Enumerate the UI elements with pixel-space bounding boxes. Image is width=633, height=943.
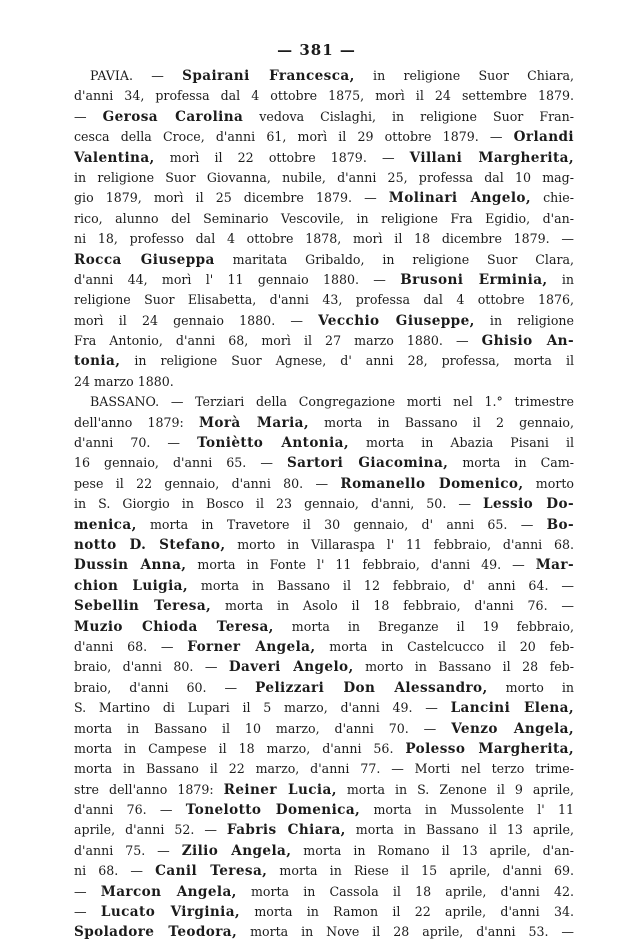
person-name: Toniètto Antonia, (197, 435, 349, 452)
text-segment: morta in Bassano il 2 gennaio, (309, 414, 574, 430)
text-line (74, 637, 574, 657)
text-segment: d'anni 34, professa dal 4 ottobre 1875, morì il 24 settembre 1879. (74, 88, 574, 104)
text-segment: maritata Gribaldo, in religione Suor Clara, (214, 251, 574, 267)
text-segment: morta in Bassano il 13 aprile, (345, 822, 574, 838)
text-segment: ni 18, professo dal 4 ottobre 1878, morì il 18 dicembre 1879. — (74, 231, 574, 247)
text-segment: pese il 22 gennaio, d'anni 80. — (74, 475, 341, 491)
person-name: Daveri Angelo, (228, 659, 354, 676)
page-number: — 381 — (277, 41, 356, 59)
text-segment: 24 marzo 1880. (74, 373, 174, 389)
person-name: Reiner Lucia, (223, 781, 337, 798)
person-name: Sartori Giacomina, (286, 455, 449, 472)
text-segment: rico, alunno del Seminario Vescovile, in religione Fra Egidio, d'an- (74, 210, 574, 226)
text-segment: morta in Breganze il 19 febbraio, (273, 618, 574, 634)
text-line (74, 515, 574, 535)
text-line (74, 66, 574, 86)
person-name: Spoladore Teodora, (74, 924, 238, 941)
text-segment: morta in Mussolente l' 11 (360, 802, 574, 818)
person-name: Brusoni Erminia, (400, 271, 548, 288)
text-segment: BASSANO. — Terziari della Congregazione morti nel 1.° trimestre (90, 394, 574, 410)
text-line (74, 311, 574, 331)
text-segment: 16 gennaio, d'anni 65. — (74, 455, 287, 471)
text-segment: ni 68. — (74, 863, 156, 879)
person-name: Forner Angela, (187, 638, 316, 655)
text-line (74, 351, 574, 371)
text-segment: cesca della Croce, d'anni 61, morì il 29 ottobre 1879. — (74, 129, 514, 145)
person-name: Venzo Angela, (451, 720, 574, 737)
text-segment: gio 1879, morì il 25 dicembre 1879. — (74, 190, 389, 206)
text-line (74, 555, 574, 575)
text-segment: — (74, 108, 103, 124)
person-name: Rocca Giuseppa (74, 251, 215, 268)
person-name: chion Luigia, (74, 577, 188, 594)
person-name: Spairani Francesca, (182, 68, 355, 84)
text-segment: morta in Travetore il 30 gennaio, d' anni 65. — (136, 516, 547, 532)
text-segment: morta in Bassano il 12 febbraio, d' anni 64. — (187, 577, 574, 593)
person-name: Fabris Chiara, (226, 822, 346, 839)
text-segment: chie- (531, 190, 575, 206)
person-name: Orlandi (513, 129, 574, 146)
person-name: Pelizzari Don Alessandro, (255, 679, 488, 696)
text-line (74, 168, 574, 188)
text-segment: morto in (487, 679, 574, 695)
text-line (74, 719, 574, 739)
text-segment: morta in Bassano il 10 marzo, d'anni 70. — (74, 720, 452, 736)
text-segment: morì il 24 gennaio 1880. — (74, 312, 319, 328)
text-segment: morta in Nove il 28 aprile, d'anni 53. — (237, 924, 574, 940)
text-segment: morta in Riese il 15 aprile, d'anni 69. (267, 863, 574, 879)
text-segment: braio, d'anni 80. — (74, 659, 229, 675)
text-segment: morta in Romano il 13 aprile, d'an- (291, 842, 574, 858)
text-segment: morta in Campese il 18 marzo, d'anni 56. (74, 740, 406, 756)
person-name: Lancini Elena, (450, 700, 574, 717)
person-name: Villani Margherita, (409, 149, 574, 166)
text-line (74, 698, 574, 718)
text-segment: d'anni 70. — (74, 435, 198, 451)
text-segment: PAVIA. — (90, 68, 183, 83)
text-segment: in S. Giorgio in Bosco il 23 gennaio, d'anni, 50. — (74, 496, 483, 512)
text-segment: morta in Castelcucco il 20 feb- (315, 638, 574, 654)
text-segment: morta in Asolo il 18 febbraio, d'anni 76. — (211, 598, 574, 614)
text-segment: morì il 22 ottobre 1879. — (154, 149, 410, 165)
text-line (74, 474, 574, 494)
text-segment: S. Martino di Lupari il 5 marzo, d'anni 49. — (74, 700, 451, 716)
text-line (74, 657, 574, 677)
text-line (74, 841, 574, 861)
person-name: Valentina, (74, 149, 155, 166)
text-segment: in religione Suor Chiara, (354, 68, 574, 83)
text-line (74, 107, 574, 127)
text-segment: morto in Bassano il 28 feb- (353, 659, 575, 675)
person-name: Ghisio An- (481, 333, 574, 350)
text-segment: dell'anno 1879: (74, 414, 199, 430)
person-name: Canil Teresa, (155, 863, 268, 880)
text-line (74, 902, 574, 922)
text-line (74, 250, 574, 270)
text-segment: d'anni 68. — (74, 638, 188, 654)
person-name: Gerosa Carolina (102, 108, 244, 125)
text-line (74, 759, 574, 779)
text-line (74, 413, 574, 433)
text-segment: in religione Suor Giovanna, nubile, d'anni 25, professa dal 10 mag- (74, 169, 574, 185)
person-name: Marcon Angela, (100, 883, 237, 900)
text-line (74, 148, 574, 168)
text-line (74, 780, 574, 800)
text-segment: morta in Cam- (448, 455, 574, 471)
obituary-text-block (74, 66, 574, 943)
text-line (74, 270, 574, 290)
text-segment: religione Suor Elisabetta, d'anni 43, professa dal 4 ottobre 1876, (74, 292, 574, 308)
text-line (74, 596, 574, 616)
person-name: menica, (74, 516, 137, 533)
text-line (74, 576, 574, 596)
person-name: Lessio Do- (482, 496, 574, 513)
text-line (74, 739, 574, 759)
text-line (74, 678, 574, 698)
text-line (74, 209, 574, 229)
person-name: Zilio Angela, (181, 842, 292, 859)
text-segment: morta in S. Zenone il 9 aprile, (336, 781, 574, 797)
person-name: tonia, (74, 353, 121, 370)
text-segment: morta in Bassano il 22 marzo, d'anni 77. — Morti nel terzo trime- (74, 761, 574, 777)
text-segment: morta in Abazia Pisani il (348, 435, 575, 451)
person-name: Muzio Chioda Teresa, (74, 618, 274, 635)
text-segment: Fra Antonio, d'anni 68, morì il 27 marzo 1880. — (74, 333, 482, 349)
text-line (74, 86, 574, 106)
text-segment: morto in Villaraspa l' 11 febbraio, d'anni 68. (225, 536, 574, 552)
text-segment: d'anni 75. — (74, 842, 182, 858)
person-name: Mar- (535, 557, 574, 574)
person-name: notto D. Stefano, (74, 536, 226, 553)
text-line (74, 453, 574, 473)
text-line (74, 331, 574, 351)
person-name: Lucato Virginia, (100, 904, 241, 921)
text-line (74, 229, 574, 249)
person-name: Morà Maria, (198, 414, 310, 431)
text-line (74, 800, 574, 820)
text-segment: vedova Cislaghi, in religione Suor Fran- (243, 108, 574, 124)
person-name: Polesso Margherita, (405, 740, 574, 757)
person-name: Sebellin Teresa, (74, 598, 212, 615)
text-line (74, 494, 574, 514)
text-segment: morta in Fonte l' 11 febbraio, d'anni 49. — (186, 557, 536, 573)
text-line (74, 290, 574, 310)
person-name: Tonelotto Domenica, (185, 802, 361, 819)
person-name: Bo- (546, 516, 574, 533)
text-line (74, 188, 574, 208)
text-line (74, 882, 574, 902)
text-segment: — (74, 883, 101, 899)
person-name: Vecchio Giuseppe, (318, 312, 475, 329)
text-segment: d'anni 76. — (74, 802, 186, 818)
text-line (74, 617, 574, 637)
text-line (74, 392, 574, 412)
text-line (74, 127, 574, 147)
person-name: Romanello Domenico, (340, 475, 524, 492)
text-segment: in (547, 271, 574, 287)
text-line (74, 535, 574, 555)
text-segment: aprile, d'anni 52. — (74, 822, 227, 838)
person-name: Dussin Anna, (74, 557, 187, 574)
person-name: Molinari Angelo, (388, 190, 532, 207)
text-segment: — (74, 904, 101, 920)
text-line (74, 820, 574, 840)
text-segment: morta in Ramon il 22 aprile, d'anni 34. (240, 904, 575, 920)
text-segment: braio, d'anni 60. — (74, 679, 256, 695)
text-segment: in religione (474, 312, 574, 328)
text-line (74, 372, 574, 392)
text-segment: morta in Cassola il 18 aprile, d'anni 42. (236, 883, 574, 899)
text-segment: stre dell'anno 1879: (74, 781, 224, 797)
text-line (74, 861, 574, 881)
text-segment: d'anni 44, morì l' 11 gennaio 1880. — (74, 271, 401, 287)
text-line (74, 433, 574, 453)
text-line (74, 922, 574, 942)
text-segment: morto (523, 475, 574, 491)
text-segment: in religione Suor Agnese, d' anni 28, professa, morta il (120, 353, 574, 369)
